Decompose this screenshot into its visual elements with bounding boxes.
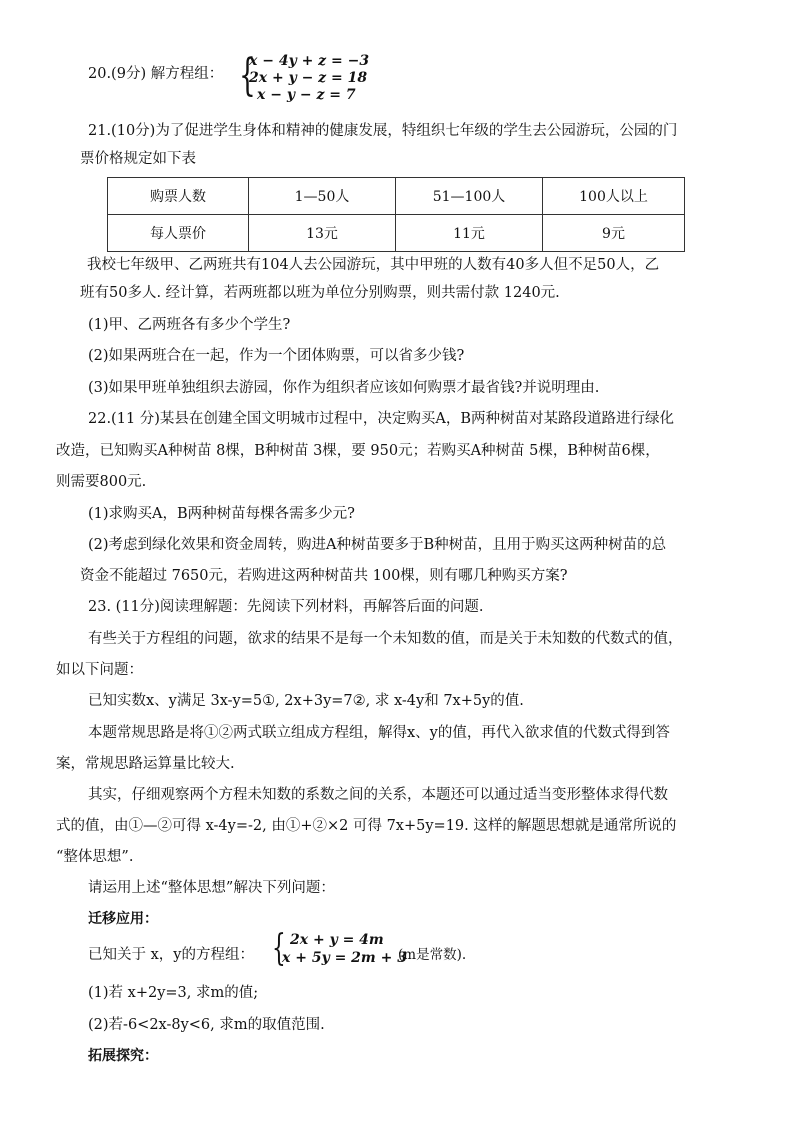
q23-line-7: 其实，仔细观察两个方程未知数的系数之间的关系，本题还可以通过适当变形整体求得代数 — [88, 787, 668, 803]
table-cell: 13元 — [249, 215, 396, 252]
q23-eq2: x + 5y = 2m + 3 — [282, 950, 407, 966]
q21-text-1: 我校七年级甲、乙两班共有104人去公园游玩，其中甲班的人数有40多人但不足50人，乙 — [87, 257, 660, 273]
q23-part-2: (2)若-6<2x-8y<6, 求m的取值范围. — [88, 1017, 325, 1033]
q23-part-1: (1)若 x+2y=3, 求m的值; — [88, 985, 259, 1001]
q21-part-2: (2)如果两班合在一起，作为一个团体购票，可以省多少钱? — [88, 348, 465, 364]
q23-line-3: 如以下问题： — [56, 662, 143, 678]
table-cell: 11元 — [396, 215, 543, 252]
q20-equation-system — [239, 50, 370, 107]
q23-equation-system — [272, 928, 407, 972]
q23-line-4: 已知实数x、y满足 3x-y=5①, 2x+3y=7②, 求 x-4y和 7x+5y的值. — [88, 693, 524, 709]
left-brace-icon: { — [272, 928, 286, 969]
q22-part-2b: 资金不能超过 7650元，若购进这两种树苗共 100棵，则有哪几种购买方案? — [80, 568, 568, 584]
q22-line-1: 22.(11 分)某县在创建全国文明城市过程中，决定购买A，B两种树苗对某路段道路进行绿化 — [88, 411, 675, 427]
table-row — [108, 178, 685, 215]
q20-label: 20.(9分) 解方程组： — [88, 66, 224, 82]
q22-part-1: (1)求购买A，B两种树苗每棵各需多少元? — [88, 506, 355, 522]
q20-eq3: x − y − z = 7 — [257, 87, 356, 103]
q23-line-8: 式的值，由①—②可得 x-4y=-2, 由①+②×2 可得 7x+5y=19. 这样的解题思想就是通常所说的 — [56, 818, 677, 834]
q23-line-5: 本题常规思路是将①②两式联立组成方程组，解得x、y的值，再代入欲求值的代数式得到答 — [88, 725, 670, 741]
q23-eq1: 2x + y = 4m — [290, 932, 384, 948]
q23-heading-transfer: 迁移应用： — [88, 911, 158, 927]
q20-eq2: 2x + y − z = 18 — [249, 70, 368, 86]
q23-line-11b: (m是常数). — [398, 947, 467, 963]
left-brace-icon: { — [239, 50, 256, 101]
q23-heading-extend: 拓展探究： — [88, 1048, 158, 1064]
q21-part-1: (1)甲、乙两班各有多少个学生? — [88, 317, 291, 333]
q23-line-9: “整体思想”. — [56, 849, 134, 865]
q21-intro-2: 票价格规定如下表 — [80, 151, 196, 167]
ticket-price-table — [107, 177, 685, 252]
table-row — [108, 215, 685, 252]
table-cell: 51—100人 — [396, 178, 543, 215]
table-cell: 购票人数 — [108, 178, 249, 215]
q23-line-2: 有些关于方程组的问题，欲求的结果不是每一个未知数的值，而是关于未知数的代数式的值， — [88, 631, 683, 647]
table-cell: 1—50人 — [249, 178, 396, 215]
q23-line-1: 23. (11分)阅读理解题：先阅读下列材料，再解答后面的问题. — [88, 599, 484, 615]
q21-part-3: (3)如果甲班单独组织去游园，你作为组织者应该如何购票才最省钱?并说明理由. — [88, 380, 600, 396]
q21-intro-1: 21.(10分)为了促进学生身体和精神的健康发展，特组织七年级的学生去公园游玩，公园的门 — [88, 123, 678, 139]
q22-part-2a: (2)考虑到绿化效果和资金周转，购进A种树苗要多于B种树苗，且用于购买这两种树苗的总 — [88, 537, 667, 553]
q21-text-2: 班有50多人. 经计算，若两班都以班为单位分别购票，则共需付款 1240元. — [80, 285, 560, 301]
q23-line-10: 请运用上述“整体思想”解决下列问题： — [88, 880, 335, 896]
table-cell: 100人以上 — [543, 178, 685, 215]
q23-line-11: 已知关于 x，y的方程组： — [88, 947, 254, 963]
q20-eq1: x − 4y + z = −3 — [249, 53, 370, 69]
q23-line-6: 案，常规思路运算量比较大. — [56, 756, 235, 772]
q22-line-2: 改造，已知购买A种树苗 8棵，B种树苗 3棵，要 950元；若购买A种树苗 5棵，B种树苗6棵， — [56, 443, 660, 459]
table-cell: 9元 — [543, 215, 685, 252]
table-cell: 每人票价 — [108, 215, 249, 252]
q22-line-3: 则需要800元. — [56, 474, 147, 490]
